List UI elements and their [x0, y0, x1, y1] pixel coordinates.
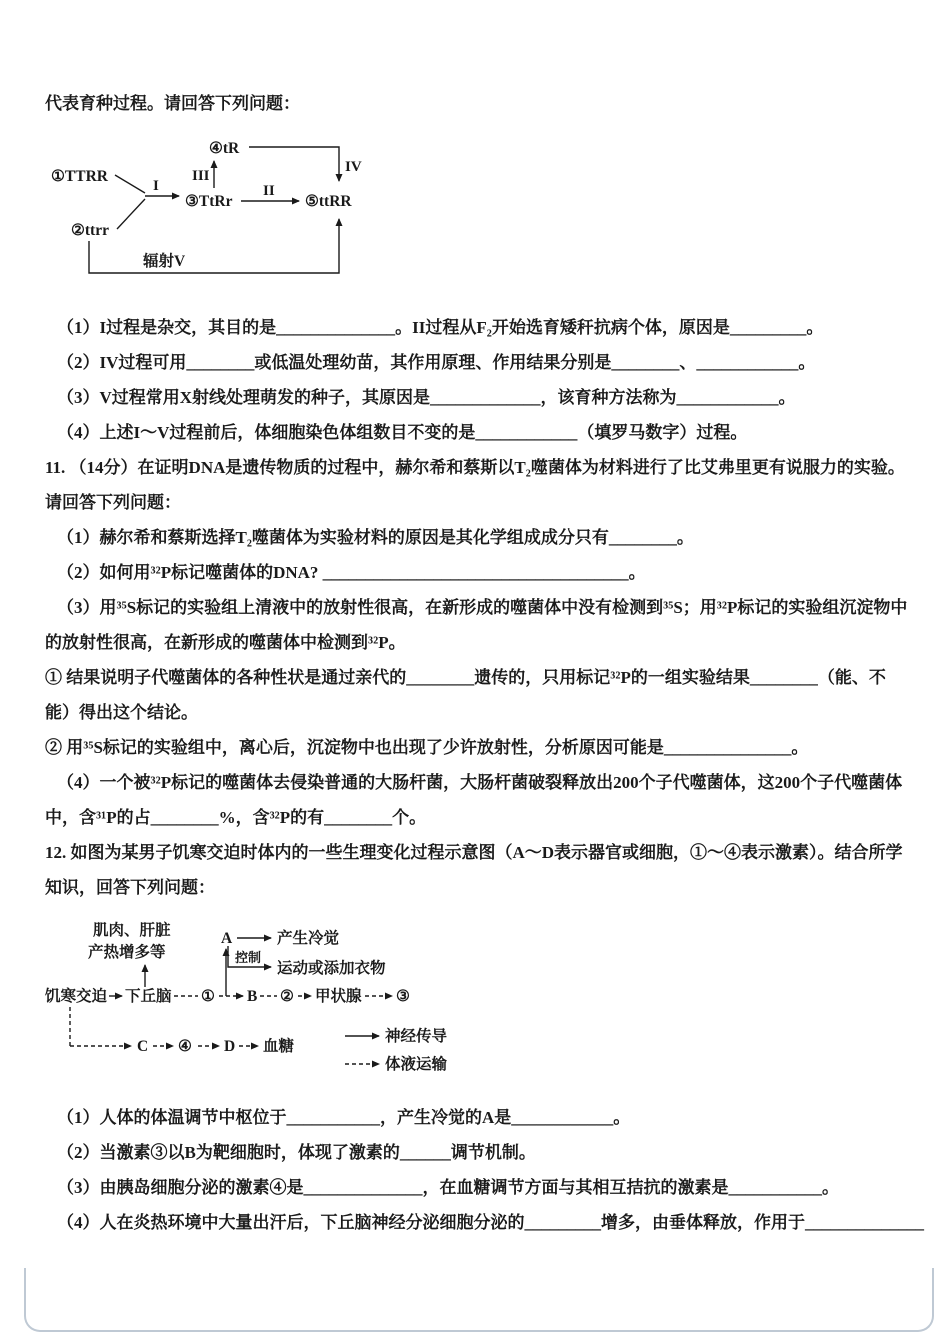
q10-item-3: （3）V过程常用X射线处理萌发的种子，其原因是_____________，该育种方法称为____________。	[57, 388, 796, 407]
q10-item-2: （2）IV过程可用________或低温处理幼苗，其作用原理、作用结果分别是________、____________。	[57, 353, 816, 372]
breeding-diagram-svg	[49, 135, 409, 287]
node-b: B	[247, 988, 258, 1005]
label-cold-sense: 产生冷觉	[277, 930, 340, 947]
node-3-TtRr: ③TtRr	[185, 193, 233, 210]
label-stimulus: 饥寒交迫	[45, 988, 108, 1005]
breeding-process-diagram	[49, 135, 908, 292]
q11-stem-2: 请回答下列问题：	[45, 493, 181, 512]
q11-subitem-1: ① 结果说明子代噬菌体的各种性状是通过亲代的________遗传的，只用标记³²P的一组实验结果________（能、不	[45, 668, 886, 687]
arrow-process-iv	[249, 147, 339, 181]
physiology-diagram-svg	[45, 913, 485, 1081]
q11-item-3-cont: 的放射性很高，在新形成的噬菌体中检测到³²P。	[45, 633, 406, 652]
node-5-ttRR: ⑤ttRR	[305, 193, 352, 210]
legend-humoral-label: 体液运输	[385, 1056, 448, 1073]
node-1-TTRR: ①TTRR	[51, 168, 108, 185]
q11-item-4-cont: 中，含³¹P的占________%，含³²P的有________个。	[45, 808, 427, 827]
arrow-process-v-radiation	[89, 219, 339, 273]
q11-item-1: （1）赫尔希和蔡斯选择T₂噬菌体为实验材料的原因是其化学组成成分只有________。	[57, 528, 694, 547]
label-process-iii: III	[192, 168, 210, 184]
q12-item-3: （3）由胰岛细胞分泌的激素④是______________，在血糖调节方面与其相互拮抗的激素是___________。	[57, 1178, 839, 1197]
label-muscle-liver-2: 产热增多等	[88, 944, 166, 961]
q10-item-4: （4）上述I～V过程前后，体细胞染色体组数目不变的是____________（填罗马数字）过程。	[57, 423, 748, 442]
physiology-flow-diagram	[45, 913, 908, 1086]
q11-subitem-2: ② 用³⁵S标记的实验组中，离心后，沉淀物中也出现了少许放射性，分析原因可能是_______________。	[45, 738, 809, 757]
node-4-tR: ④tR	[209, 140, 240, 157]
legend-nerve-label: 神经传导	[385, 1028, 448, 1045]
q11-item-4: （4）一个被³²P标记的噬菌体去侵染普通的大肠杆菌，大肠杆菌破裂释放出200个子代噬菌体，这200个子代噬菌体	[57, 773, 903, 792]
label-hormone-1: ①	[201, 988, 215, 1005]
q12-item-4: （4）人在炎热环境中大量出汗后，下丘脑神经分泌细胞分泌的_________增多，由垂体释放，作用于______________	[57, 1213, 924, 1232]
line-parent1-join	[115, 175, 145, 193]
q11-subitem-1-cont: 能）得出这个结论。	[45, 703, 198, 722]
label-process-v-radiation: 辐射V	[143, 253, 186, 270]
label-hormone-3: ③	[396, 988, 410, 1005]
q11-stem: 11. （14分）在证明DNA是遗传物质的过程中，赫尔希和蔡斯以T₂噬菌体为材料进行了比艾弗里更有说服力的实验。	[45, 458, 905, 477]
q10-item-1: （1）I过程是杂交，其目的是______________。II过程从F₂开始选育矮秆抗病个体，原因是_________。	[57, 318, 824, 337]
label-hypothalamus: 下丘脑	[125, 988, 172, 1005]
label-process-i: I	[153, 178, 159, 194]
label-process-ii: II	[263, 183, 275, 199]
label-hormone-2: ②	[280, 988, 294, 1005]
node-c: C	[137, 1038, 149, 1055]
page-frame-border	[24, 1268, 934, 1332]
label-hormone-4: ④	[178, 1038, 192, 1055]
label-muscle-liver-1: 肌肉、肝脏	[93, 922, 171, 939]
label-control: 控制	[235, 950, 262, 965]
exam-document-page	[45, 86, 924, 1240]
label-thyroid: 甲状腺	[315, 988, 362, 1005]
label-behavior: 运动或添加衣物	[277, 960, 386, 977]
node-d: D	[224, 1038, 236, 1055]
label-blood-glucose: 血糖	[263, 1038, 295, 1055]
label-process-iv: IV	[345, 159, 362, 175]
q11-item-3: （3）用³⁵S标记的实验组上清液中的放射性很高，在新形成的噬菌体中没有检测到³⁵S；用³²P标记的实验组沉淀物中	[57, 598, 908, 617]
node-2-ttrr: ②ttrr	[71, 222, 109, 239]
line-parent2-join	[117, 199, 145, 229]
node-a: A	[221, 930, 233, 947]
q12-item-2: （2）当激素③以B为靶细胞时，体现了激素的______调节机制。	[57, 1143, 536, 1162]
q12-stem-2: 知识，回答下列问题：	[45, 878, 215, 897]
q12-stem: 12. 如图为某男子饥寒交迫时体内的一些生理变化过程示意图（A～D表示器官或细胞，①～④表示激素）。结合所学	[45, 843, 903, 862]
q12-item-1: （1）人体的体温调节中枢位于___________，产生冷觉的A是____________。	[57, 1108, 631, 1127]
q11-item-2: （2）如何用³²P标记噬菌体的DNA? ____________________________________。	[57, 563, 646, 582]
intro-line: 代表育种过程。请回答下列问题：	[45, 94, 300, 113]
